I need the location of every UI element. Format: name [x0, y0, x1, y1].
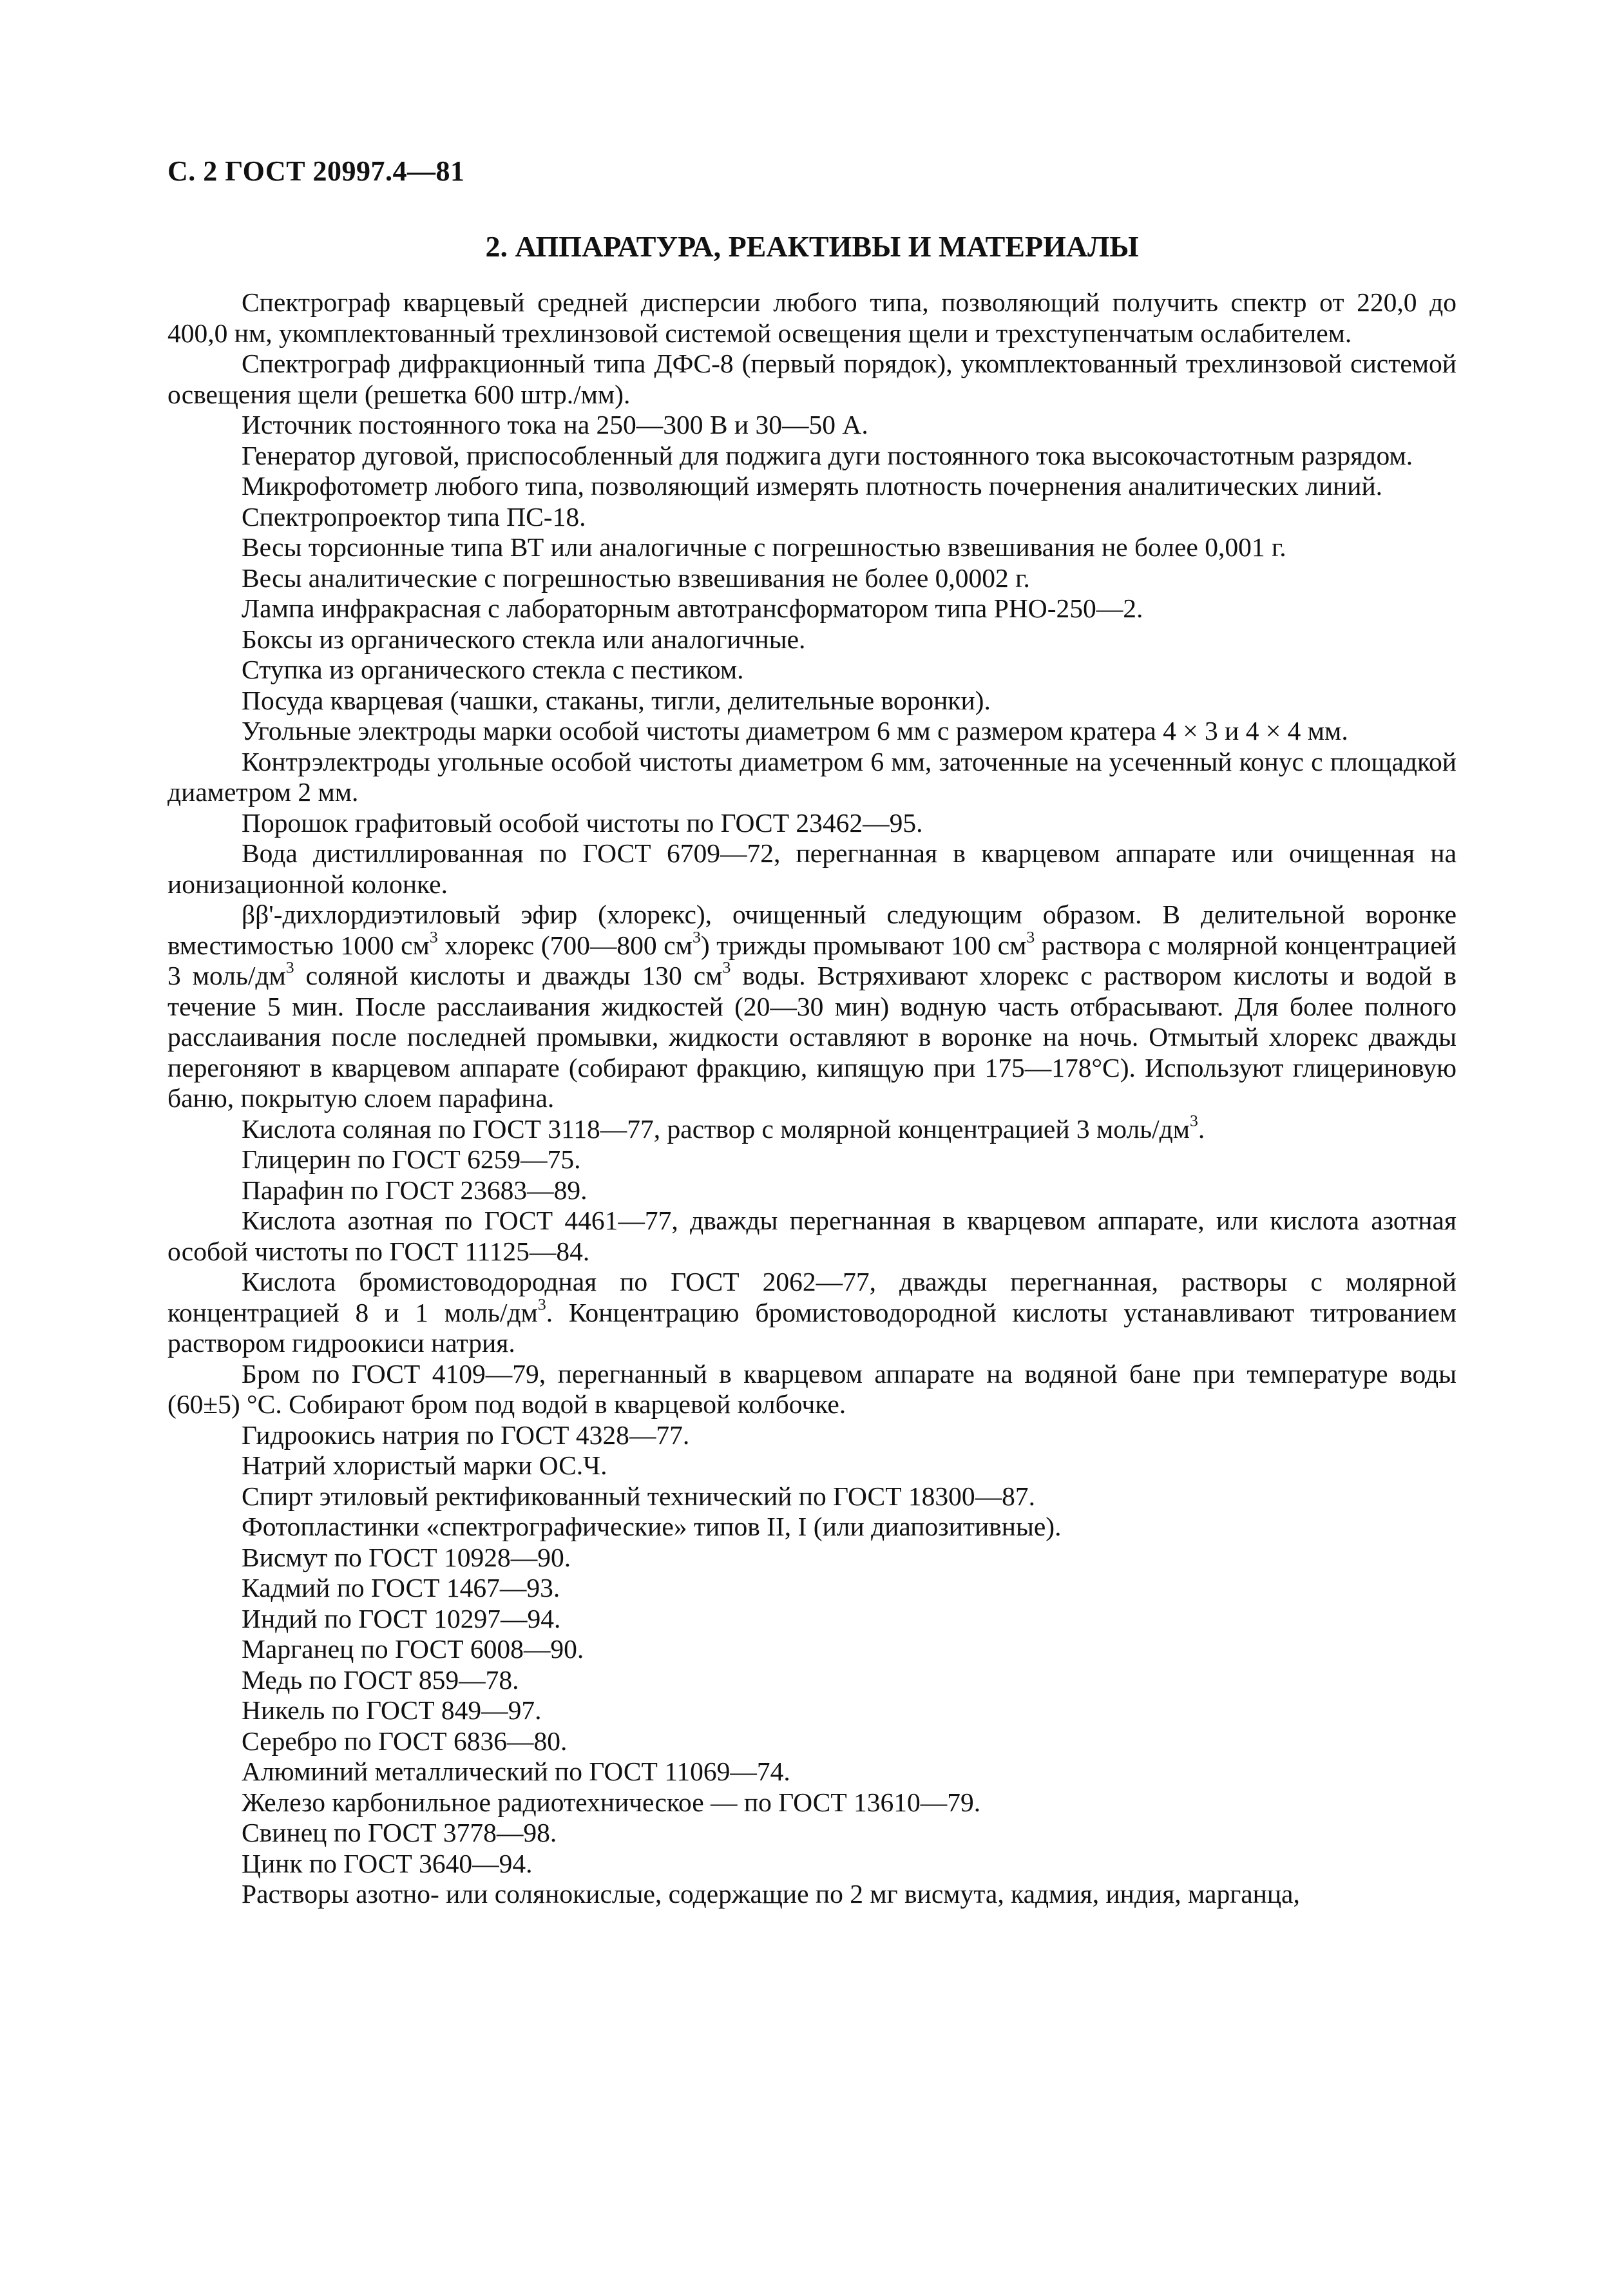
- paragraph: Парафин по ГОСТ 23683—89.: [242, 1175, 588, 1205]
- paragraph: Спектропроектор типа ПС-18.: [242, 501, 586, 532]
- paragraph: Глицерин по ГОСТ 6259—75.: [242, 1144, 581, 1174]
- superscript: 3: [429, 927, 438, 946]
- paragraph: Алюминий металлический по ГОСТ 11069—74.: [242, 1757, 790, 1786]
- paragraph: Вода дистиллированная по ГОСТ 6709—72, перегнанная в кварцевом аппарате или очищенная на ионизационной колонке.: [167, 838, 1457, 899]
- paragraph: Растворы азотно- или солянокислые, содержащие по 2 мг висмута, кадмия, индия, марганца,: [242, 1879, 1300, 1909]
- paragraph: Источник постоянного тока на 250—300 В и 30—50 А.: [242, 410, 868, 439]
- paragraph: Медь по ГОСТ 859—78.: [242, 1664, 519, 1695]
- paragraph: Микрофотометр любого типа, позволяющий измерять плотность почернения аналитических линий.: [242, 471, 1383, 501]
- paragraph: Кадмий по ГОСТ 1467—93.: [242, 1573, 560, 1603]
- paragraph: Кислота азотная по ГОСТ 4461—77, дважды перегнанная в кварцевом аппарате, или кислота азотная особой чистоты по ГОСТ 11125—84.: [167, 1206, 1457, 1266]
- paragraph: Натрий хлористый марки ОС.Ч.: [242, 1450, 607, 1480]
- superscript: 3: [537, 1294, 546, 1313]
- paragraph: Цинк по ГОСТ 3640—94.: [242, 1848, 533, 1878]
- paragraph: Железо карбонильное радиотехническое — по ГОСТ 13610—79.: [242, 1787, 981, 1817]
- paragraph: Свинец по ГОСТ 3778—98.: [242, 1818, 557, 1847]
- paragraph: Угольные электроды марки особой чистоты диаметром 6 мм с размером кратера 4 × 3 и 4 × 4 мм.: [242, 716, 1348, 746]
- superscript: 3: [1026, 927, 1035, 946]
- paragraph: Спектрограф дифракционный типа ДФС-8 (первый порядок), укомплектованный трехлинзовой системой освещения щели (решетка 600 штр./мм).: [167, 349, 1457, 409]
- paragraph: Лампа инфракрасная с лабораторным автотрансформатором типа РНО-250—2.: [242, 593, 1143, 623]
- paragraph: Бром по ГОСТ 4109—79, перегнанный в кварцевом аппарате на водяной бане при температуре воды (60±5) °С. Собирают бром под водой в кварцевой колбочке.: [167, 1358, 1457, 1419]
- paragraph: ββ'-дихлордиэтиловый эфир (хлорекс), очищенный следующим образом. В делительной воронке вместимостью 1000 $см^3$ хлорекс (700—800 $см^3$) трижды промывают 100 $см^3$ раствора с молярной концентрацией 3 моль/$дм^3$ соляной кислоты и дважды 130 $см^3$ воды. Встряхивают хлорекс с раствором кислоты и водой в течение 5 мин. После расслаивания жидкостей (20—30 мин) водную часть отбрасывают. Для более полного расслаивания после последней промывки, жидкости оставляют в воронке на ночь. Отмытый хлорекс дважды перегоняют в кварцевом аппарате (собирают фракцию, кипящую при 175—178°С). Используют глицериновую баню, покрытую слоем парафина.: [167, 900, 1457, 1113]
- paragraph: Висмут по ГОСТ 10928—90.: [242, 1542, 571, 1572]
- paragraph: Весы торсионные типа ВТ или аналогичные с погрешностью взвешивания не более 0,001 г.: [242, 532, 1286, 562]
- paragraph: Ступка из органического стекла с пестиком.: [242, 655, 744, 684]
- superscript: 3: [722, 958, 731, 977]
- paragraph: Спирт этиловый ректификованный технический по ГОСТ 18300—87.: [242, 1481, 1036, 1511]
- paragraph: Контрэлектроды угольные особой чистоты диаметром 6 мм, заточенные на усеченный конус с площадкой диаметром 2 мм.: [167, 746, 1457, 807]
- paragraph: Спектрограф кварцевый средней дисперсии любого типа, позволяющий получить спектр от 220,0 до 400,0 нм, укомплектованный трехлинзовой системой освещения щели и трехступенчатым ослабителем.: [167, 287, 1457, 348]
- paragraph: Кислота соляная по ГОСТ 3118—77, раствор с молярной концентрацией 3 моль/$дм^3$.: [242, 1110, 1205, 1144]
- paragraph: Никель по ГОСТ 849—97.: [242, 1695, 542, 1725]
- paragraph: Кислота бромистоводородная по ГОСТ 2062—77, дважды перегнанная, растворы с молярной концентрацией 8 и 1 моль/$дм^3$. Концентрацию бромистоводородной кислоты устанавливают титрованием раствором гидроокиси натрия.: [167, 1267, 1457, 1358]
- paragraph: Фотопластинки «спектрографические» типов II, I (или диапозитивные).: [242, 1512, 1062, 1541]
- paragraph: Посуда кварцевая (чашки, стаканы, тигли, делительные воронки).: [242, 685, 991, 715]
- superscript: 3: [1190, 1110, 1198, 1130]
- paragraph: Индий по ГОСТ 10297—94.: [242, 1603, 561, 1633]
- paragraph: Порошок графитовый особой чистоты по ГОСТ 23462—95.: [242, 807, 923, 838]
- paragraph: Весы аналитические с погрешностью взвешивания не более 0,0002 г.: [242, 563, 1030, 593]
- section-title: 2. АППАРАТУРА, РЕАКТИВЫ И МАТЕРИАЛЫ: [485, 230, 1139, 263]
- superscript: 3: [285, 958, 294, 977]
- paragraph: Серебро по ГОСТ 6836—80.: [242, 1726, 568, 1756]
- document-body: [167, 287, 1457, 1910]
- paragraph: Генератор дуговой, приспособленный для поджига дуги постоянного тока высокочастотным разрядом.: [242, 440, 1413, 470]
- paragraph: Боксы из органического стекла или аналогичные.: [242, 624, 806, 654]
- superscript: 3: [692, 927, 701, 946]
- page-header: С. 2 ГОСТ 20997.4—81: [167, 155, 465, 187]
- paragraph: Гидроокись натрия по ГОСТ 4328—77.: [242, 1420, 690, 1450]
- paragraph: Марганец по ГОСТ 6008—90.: [242, 1634, 584, 1664]
